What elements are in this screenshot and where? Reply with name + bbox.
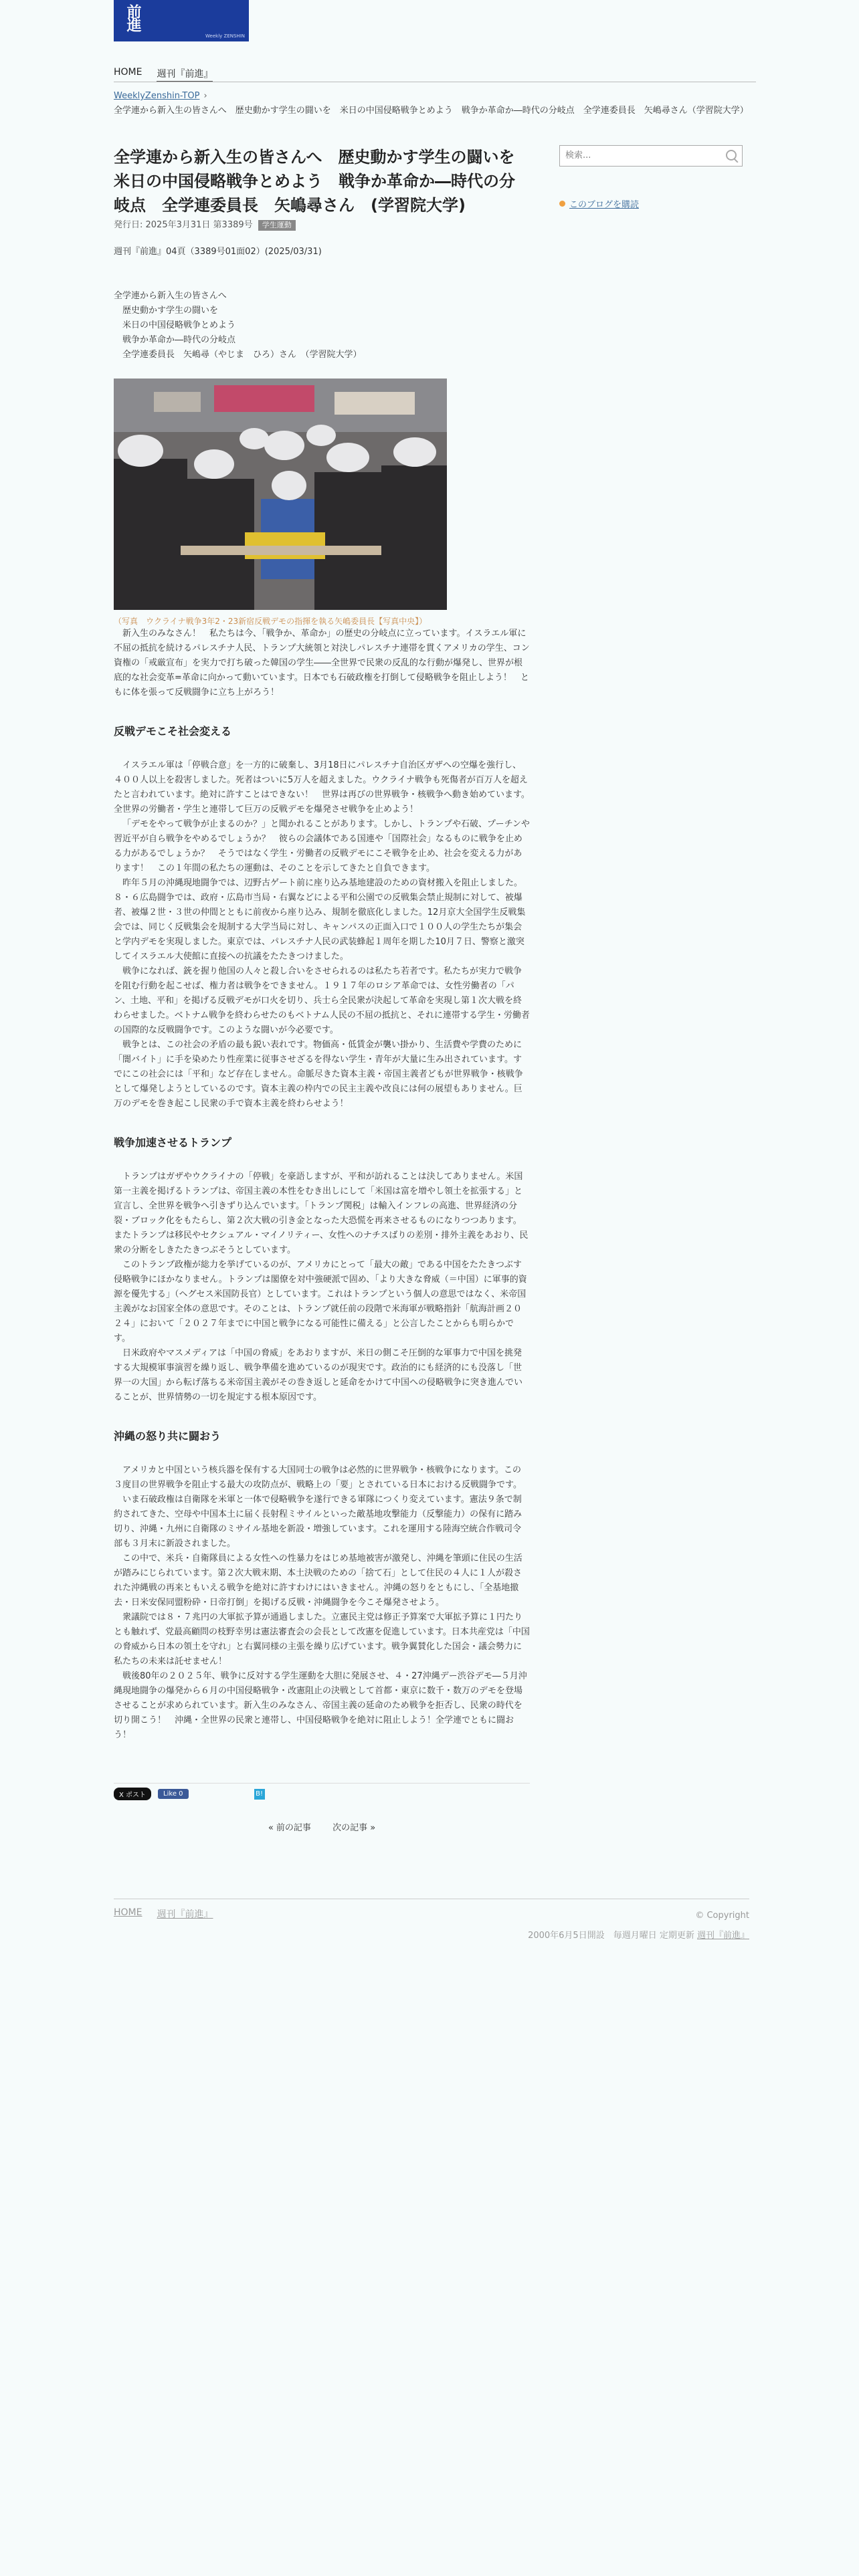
body-paragraph: いま石破政権は自衛隊を米軍と一体で侵略戦争を遂行できる軍隊につくり変えています。憲法９条で制約されてきた、空母や中国本土に届く長射程ミサイルといった敵基地攻撃能力（反撃能力）の保有に踏み切り、沖縄・九州に自衛隊のミサイル基地を新設・増強しています。これを運用する陸海空統合作戦司令部も３月末に新設されました。 — [114, 1495, 522, 1549]
protest-photo-illustration — [114, 379, 447, 610]
photo-caption: （写真 ウクライナ戦争3年2・23新宿反戦デモの指揮を執る矢嶋委員長【写真中央】） — [114, 617, 427, 626]
sidebar — [559, 145, 744, 210]
footer — [114, 1899, 749, 1947]
logo-subtitle: Weekly ZENSHIN — [205, 33, 245, 39]
site-logo[interactable] — [114, 0, 249, 41]
nav-home[interactable]: HOME — [114, 67, 142, 78]
body-paragraph: トランプはガザやウクライナの「停戦」を豪語しますが、平和が訪れることは決してありません。米国第一主義を掲げるトランプは、帝国主義の本性をむき出しにして「米国は富を増やし領土を拡張する」と宣言し、全世界を戦争へ引きずり込んでいます。「トランプ関税」は輸入インフレの高進、世界経済の分裂・ブロック化をもたらし、第２次大戦の引き金となった大恐慌を再来させるものになりつつあります。またトランプは移民やセクシュアル・マイノリティー、女性へのナチスばりの差別・排外主義をあおり、民衆の分断をしきたたきつぶそうとしています。 — [114, 1172, 529, 1255]
body-paragraph: イスラエル軍は「停戦合意」を一方的に破棄し、3月18日にパレスチナ自治区ガザへの空爆を強行し、４００人以上を殺害しました。死者はついに5万人を超えました。ウクライナ戦争も死傷者が百万人を超えたと言われています。絶対に許すことはできない！ 世界は再びの世界戦争・核戦争へ動き始めています。全世界の労働者・学生と連帯して巨万の反戦デモを爆発させ戦争を止めよう！ — [114, 760, 530, 815]
body-paragraph: 日米政府やマスメディアは「中国の脅威」をあおりますが、米日の側こそ圧倒的な軍事力で中国を挑発する大規模軍事演習を繰り返し、戦争準備を進めているのが現実です。政治的にも経済的にも没落し「世界一の大国」から転げ落ちる米帝国主義がその巻き返しと延命をかけて中国への侵略戦争に突き進んでいることが、世界情勢の一切を規定する根本原因です。 — [114, 1348, 523, 1402]
article-body — [114, 627, 530, 1743]
section-heading: 沖縄の怒り共に闘おう — [114, 1430, 221, 1442]
issue-info: 週刊『前進』04頁（3389号01面02）(2025/03/31) — [114, 247, 322, 257]
body-paragraph: 「デモをやって戦争が止まるのか？」と聞かれることがあります。しかし、トランプや石破、プーチンや習近平が自ら戦争をやめるでしょうか？ 彼らの会議体である国連や「国際社会」なるものに戦争を止める力があるでしょうか？ そうではなく学生・労働者の反戦デモにこそ戦争を止め、社会を変える力があります！ この１年間の私たちの運動は、そのことを示してきたと自負できます。 — [114, 819, 530, 873]
publish-date: 発行日: 2025年3月31日 第3389号 — [114, 220, 253, 230]
article — [114, 145, 530, 1833]
search-input[interactable] — [560, 146, 718, 165]
share-bar — [114, 1783, 530, 1800]
subscribe-label[interactable]: このブログを購読 — [569, 200, 640, 210]
x-post-button[interactable]: X ポスト — [114, 1788, 151, 1800]
section-heading: 戦争加速させるトランプ — [114, 1136, 232, 1149]
category-tag[interactable]: 学生運動 — [258, 220, 296, 231]
footer-home-link[interactable]: HOME — [114, 1907, 142, 1918]
body-paragraph: 戦争になれば、銃を握り他国の人々と殺し合いをさせられるのは私たち若者です。私たちが実力で戦争を阻む行動を起こせば、権力者は戦争をできません。１９１７年のロシア革命では、女性労働者の「パン、土地、平和」を掲げる反戦デモが口火を切り、兵士ら全民衆が決起して革命を実現し第１次大戦を終わらせました。ベトナム戦争を終わらせたのもベトナム人民の不屈の抵抗と、それに連帯する学生・労働者の国際的な反戦闘争です。このような闘いが今必要です。 — [114, 966, 530, 1035]
hatena-bookmark-icon[interactable]: B! — [254, 1789, 265, 1800]
body-paragraph: 戦後80年の２０２５年、戦争に反対する学生運動を大胆に発展させ、４・27沖縄デー渋谷デモ―５月沖縄現地闘争の爆発から６月の中国侵略戦争・改憲阻止の決戦として首都・東京に数千・数万のデモを登場させることが求められています。新入生のみなさん、帝国主義の延命のため戦争を拒否し、民衆の時代を切り開こう！ 沖縄・全世界の民衆と連帯し、中国侵略戦争を絶対に阻止しよう！全学連でともに闘おう！ — [114, 1671, 527, 1740]
body-paragraph: アメリカと中国という核兵器を保有する大国同士の戦争は必然的に世界戦争・核戦争になります。この３度目の世界戦争を阻止する最大の攻防点が、戦略上の「要」とされている日本における反戦闘争です。 — [114, 1465, 522, 1490]
article-title: 全学連から新入生の皆さんへ 歴史動かす学生の闘いを 米日の中国侵略戦争とめよう 戦争か革命か―時代の分岐点 全学連委員長 矢嶋尋さん (学習院大学) — [114, 148, 531, 215]
top-nav — [114, 67, 756, 82]
intro-paragraph: 新入生のみなさん！ 私たちは今、「戦争か、革命か」の歴史の分岐点に立っています。イスラエル軍に不屈の抵抗を続けるパレスチナ人民、トランプ大統領と対決しパレスチナ連帯を貫くアメリカの学生、コン資権の「戒厳宣布」を実力で打ち破った韓国の学生――全世界で民衆の反乱的な行動が爆発し、世界が根底的な社会変革=革命に向かって動いています。日本でも石破政権を打倒して侵略戦争を阻止しよう！ ともに体を張って反戦闘争に立ち上がろう！ — [114, 629, 530, 697]
body-paragraph: この中で、米兵・自衛隊員による女性への性暴力をはじめ基地被害が激発し、沖縄を筆頭に住民の生活が踏みにじられています。第２次大戦末期、本土決戦のための「捨て石」として住民の４人に１人が殺された沖縄戦の再来ともいえる戦争を絶対に許すわけにはいきません。沖縄の怒りをともにし、「全基地撤去・日米安保同盟粉砕・日帝打倒」を掲げる反戦・沖縄闘争を今こそ爆発させよう。 — [114, 1553, 522, 1608]
body-paragraph: 戦争とは、この社会の矛盾の最も鋭い表れです。物価高・低賃金が襲い掛かり、生活費や学費のために「闇バイト」に手を染めたり性産業に従事させざるを得ない学生・青年が大量に生み出されています。すでにこの社会には「平和」など存在しません。命脈尽きた資本主義・帝国主義者どもが世界戦争・核戦争として爆発しようとしているのです。資本主義の枠内での民主主義や改良には何の展望もありません。巨万のデモを巻き起こし民衆の手で資本主義を終わらせよう！ — [114, 1040, 523, 1109]
article-photo — [114, 379, 447, 610]
footer-weekly-link[interactable]: 週刊『前進』 — [157, 1909, 213, 1920]
next-post-link[interactable]: 次の記事 » — [332, 1823, 376, 1833]
article-lead: 全学連から新入生の皆さんへ 歴史動かす学生の闘いを 米日の中国侵略戦争とめよう 戦争か革命か―時代の分岐点 全学連委員長 矢嶋尋（やじま ひろ）さん （学習院大学） — [114, 291, 362, 360]
feed-icon — [559, 201, 565, 207]
breadcrumb — [114, 89, 749, 118]
body-paragraph: このトランプ政権が総力を挙げているのが、アメリカにとって「最大の敵」である中国をたたきつぶす侵略戦争にほかなりません。トランプは閣僚を対中強硬派で固め、「より大きな脅威（＝中国）に軍事的資源を優先する」（ヘグセス米国防長官）としています。これはトランプという個人の意思ではなく、米帝国主義がなお国家全体の意思です。そのことは、トランプ就任前の段階で米海軍が戦略指針「航海計画２０２４」において「２０２７年までに中国と戦争になる可能性に備える」と公言したことからも明らかです。 — [114, 1260, 527, 1344]
footer-note: 2000年6月5日開設 毎週月曜日 定期更新 — [528, 1931, 694, 1941]
footer-note-link[interactable]: 週刊『前進』 — [696, 1931, 749, 1941]
body-paragraph: 昨年５月の沖縄現地闘争では、辺野古ゲート前に座り込み基地建設のための資材搬入を阻止しました。８・６広島闘争では、政府・広島市当局・右翼などによる平和公園での反戦集会禁止規制に対して、被爆者、被爆２世・３世の仲間とともに前夜から座り込み、規制を徹底化しました。12月京大全国学生反戦集会では、同じく反戦集会を規制する大学当局に対し、キャンパスの正面入口で１００人の学生たちが集会と学内デモを実現しました。東京では、パレスチナ人民の武装蜂起１周年を期した10月７日、警察と激突してイスラエル大使館に直接への抗議をたたきつけました。 — [114, 878, 526, 962]
copyright: © Copyright — [695, 1911, 749, 1921]
post-pager — [114, 1820, 530, 1833]
prev-post-link[interactable]: « 前の記事 — [268, 1823, 311, 1833]
page — [114, 0, 756, 1947]
facebook-like-button[interactable]: Like 0 — [158, 1789, 188, 1799]
section-heading: 反戦デモこそ社会変える — [114, 725, 232, 738]
nav-weekly-zenshin[interactable]: 週刊『前進』 — [157, 67, 213, 82]
breadcrumb-current: 全学連から新入生の皆さんへ 歴史動かす学生の闘いを 米日の中国侵略戦争とめよう 戦争か革命か―時代の分岐点 全学連委員長 矢嶋尋さん（学習院大学） — [114, 106, 749, 116]
body-paragraph: 衆議院では８・７兆円の大軍拡予算が通過しました。立憲民主党は修正予算案で大軍拡予算に１円たりとも触れず、党最高顧問の枝野幸男は憲法審査会の会長として改憲を促進しています。日本共産党は「中国の脅威から日本の領土を守れ」と右翼同様の主張を繰り広げています。戦争翼賛化した国会・議会勢力に私たちの未来は託せません！ — [114, 1612, 530, 1667]
search-icon[interactable] — [726, 150, 737, 160]
breadcrumb-root-link[interactable]: WeeklyZenshin-TOP — [114, 91, 200, 101]
search-box — [559, 145, 743, 167]
article-meta — [114, 217, 530, 231]
breadcrumb-separator: › — [203, 91, 207, 101]
subscribe-link[interactable] — [559, 197, 744, 210]
logo-text: 前進 — [124, 4, 142, 31]
